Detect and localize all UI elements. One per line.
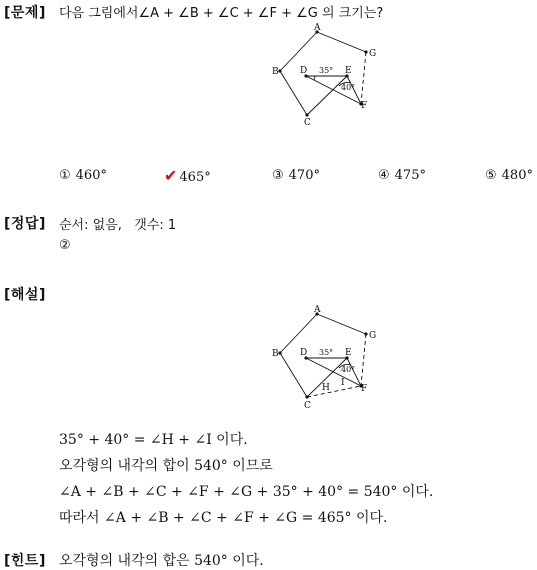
label-E: E (345, 66, 352, 76)
question-label: [문제] (4, 5, 46, 21)
explanation-figure (255, 302, 405, 414)
angle-40-label: 40° (341, 365, 356, 374)
label-A: A (314, 23, 321, 33)
label-G: G (369, 331, 377, 341)
label-B: B (272, 349, 279, 359)
question-figure (255, 20, 405, 130)
angle-35-label: 35° (319, 348, 334, 357)
checkmark-icon: ✔ (164, 166, 178, 185)
choice-number: ① (59, 168, 71, 183)
choice-number: ⑤ (485, 168, 497, 183)
choice-2[interactable] (164, 166, 211, 185)
hint-text: 오각형의 내각의 합은 540° 이다. (59, 553, 264, 569)
label-B: B (272, 67, 279, 77)
label-G: G (369, 49, 377, 59)
label-I: I (341, 378, 345, 388)
question-text: 다음 그림에서∠A + ∠B + ∠C + ∠F + ∠G 의 크기는? (59, 6, 384, 21)
choice-value: 470° (288, 168, 320, 183)
label-C: C (304, 118, 311, 128)
explanation-line-2: 오각형의 내각의 합이 540° 이므로 (59, 458, 273, 474)
explanation-line-1: 35° + 40° = ∠H + ∠I 이다. (59, 432, 248, 448)
choice-number: ④ (378, 168, 390, 183)
label-C: C (304, 401, 311, 411)
choice-5[interactable] (485, 168, 533, 183)
choice-4[interactable] (378, 168, 426, 183)
choice-number: ③ (272, 168, 284, 183)
choice-value: 480° (501, 168, 533, 183)
answer-line1: 순서: 없음, 갯수: 1 (59, 218, 177, 233)
hint-label: [힌트] (4, 553, 46, 569)
label-H: H (322, 383, 330, 393)
angle-35-label: 35° (319, 66, 334, 75)
angle-40-label: 40° (341, 83, 356, 92)
label-F: F (361, 384, 368, 394)
explanation-line-4: 따라서 ∠A + ∠B + ∠C + ∠F + ∠G = 465° 이다. (59, 510, 388, 526)
explanation-line-3: ∠A + ∠B + ∠C + ∠F + ∠G + 35° + 40° = 540° 이다. (59, 484, 434, 500)
answer-line2: ② (59, 238, 71, 253)
choice-3[interactable] (272, 168, 320, 183)
label-E: E (345, 348, 352, 358)
label-A: A (314, 305, 321, 315)
choice-value: 465° (179, 170, 211, 185)
label-D: D (300, 348, 308, 358)
choice-value: 460° (75, 168, 107, 183)
choice-1[interactable] (59, 168, 107, 183)
choice-value: 475° (394, 168, 426, 183)
answer-label: [정답] (4, 216, 46, 232)
label-D: D (300, 66, 308, 76)
explanation-label: [해설] (4, 287, 46, 303)
label-F: F (361, 101, 368, 111)
